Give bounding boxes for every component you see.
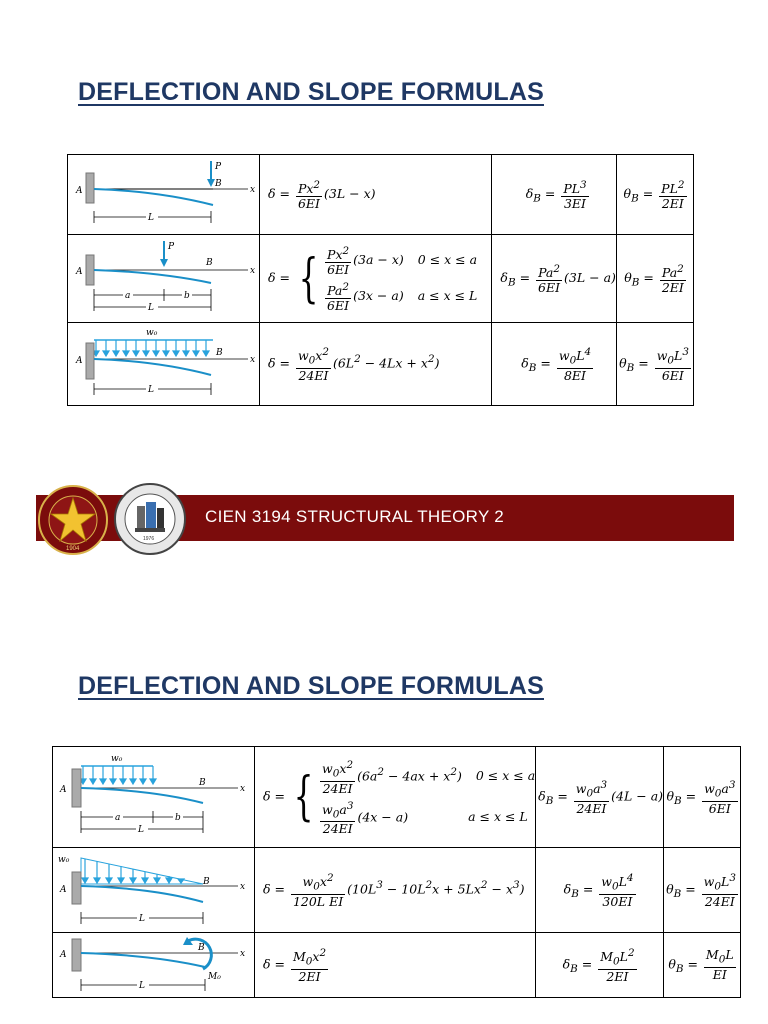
end-deflection-formula: $\delta_B$ = $\frac{w_0L^4}{30EI}$ bbox=[536, 848, 664, 933]
deflection-formula: δ = $\frac{M_0x^2}{2EI}$ bbox=[255, 933, 536, 998]
svg-text:b: b bbox=[184, 291, 190, 301]
svg-text:a: a bbox=[115, 813, 121, 823]
svg-text:A: A bbox=[60, 950, 67, 960]
svg-text:B: B bbox=[199, 778, 206, 788]
svg-text:x: x bbox=[240, 949, 246, 959]
deflection-formula: δ = { $\frac{Px^2}{6EI}$ (3a − x) 0 ≤ x ≤ a $\frac{Pa^2}{6EI}$ (3x − a) a ≤ x ≤ L bbox=[260, 235, 492, 323]
svg-text:B: B bbox=[198, 943, 205, 953]
beam-diagram-point-load-intermediate bbox=[68, 235, 260, 323]
table-row bbox=[68, 323, 694, 406]
table-row bbox=[68, 155, 694, 235]
svg-text:A: A bbox=[76, 356, 83, 366]
end-slope-formula: $\theta_B$ = $\frac{M_0L}{EI}$ bbox=[664, 933, 741, 998]
formula-table-2 bbox=[52, 746, 741, 998]
svg-text:A: A bbox=[60, 885, 67, 895]
engineering-seal-logo bbox=[113, 482, 187, 556]
end-slope-formula: $\theta_B$ = $\frac{w_0L^3}{6EI}$ bbox=[617, 323, 694, 406]
table-row bbox=[53, 747, 741, 848]
svg-text:P: P bbox=[168, 242, 175, 252]
svg-text:B: B bbox=[215, 179, 222, 189]
svg-text:L: L bbox=[138, 825, 144, 835]
svg-text:L: L bbox=[148, 213, 154, 223]
svg-text:A: A bbox=[76, 267, 83, 277]
table-row bbox=[53, 933, 741, 998]
cantilever-partial-uniform-load-diagram bbox=[53, 747, 254, 847]
beam-diagram-uniform-load bbox=[68, 323, 260, 406]
svg-text:a: a bbox=[125, 291, 131, 301]
end-slope-formula: $\theta_B$ = $\frac{w_0L^3}{24EI}$ bbox=[664, 848, 741, 933]
svg-text:L: L bbox=[139, 914, 145, 924]
svg-text:w₀: w₀ bbox=[111, 754, 123, 764]
svg-text:1904: 1904 bbox=[66, 546, 80, 552]
svg-text:x: x bbox=[250, 266, 256, 276]
svg-text:B: B bbox=[203, 877, 210, 887]
svg-text:x: x bbox=[240, 784, 246, 794]
svg-text:L: L bbox=[148, 303, 154, 313]
svg-text:x: x bbox=[250, 355, 256, 365]
end-deflection-formula: $\delta_B$ = $\frac{w_0a^3}{24EI}$ (4L − a) bbox=[536, 747, 664, 848]
university-seal-logo bbox=[37, 484, 109, 556]
deflection-formula: δ = { $\frac{w_0x^2}{24EI}$ $(6a^2 - 4ax + x^2) 0 \le x \le a$ $\frac{w_0a^3}{24EI}$ (4x − a) a ≤ x ≤ L bbox=[255, 747, 536, 848]
end-deflection-formula: $\delta_B$ = $\frac{w_0L^4}{8EI}$ bbox=[492, 323, 617, 406]
end-deflection-formula: $\delta_B$ = $\frac{PL^3}{3EI}$ bbox=[492, 155, 617, 235]
svg-text:x: x bbox=[240, 882, 246, 892]
svg-text:L: L bbox=[139, 981, 145, 991]
end-slope-formula: $\theta_B$ = $\frac{w_0a^3}{6EI}$ bbox=[664, 747, 741, 848]
end-slope-formula: $\theta_B$ = $\frac{Pa^2}{2EI}$ bbox=[617, 235, 694, 323]
table-row bbox=[68, 235, 694, 323]
cantilever-uniform-load-diagram bbox=[68, 323, 259, 405]
page-title: DEFLECTION AND SLOPE FORMULAS bbox=[78, 78, 544, 106]
table-row bbox=[53, 848, 741, 933]
svg-text:w₀: w₀ bbox=[58, 855, 70, 865]
svg-text:1976: 1976 bbox=[143, 536, 155, 542]
svg-text:B: B bbox=[216, 348, 223, 358]
svg-text:B: B bbox=[206, 258, 213, 268]
deflection-formula: δ = $\frac{w_0x^2}{\text{120L EI}}$ $(10L^3 - 10L^2x + 5Lx^2 - x^3)$ bbox=[255, 848, 536, 933]
course-title: CIEN 3194 STRUCTURAL THEORY 2 bbox=[205, 507, 505, 526]
cantilever-intermediate-load-diagram bbox=[68, 235, 259, 322]
beam-diagram-partial-uniform-load bbox=[53, 747, 255, 848]
cantilever-triangular-load-diagram bbox=[53, 848, 254, 932]
cantilever-end-moment-diagram bbox=[53, 933, 254, 997]
svg-text:A: A bbox=[60, 785, 67, 795]
beam-diagram-point-load-end bbox=[68, 155, 260, 235]
svg-text:A: A bbox=[76, 186, 83, 196]
cantilever-end-load-diagram bbox=[68, 155, 259, 234]
deflection-formula: δ = $\frac{w_0x^2}{24EI}$ $(6L^2 - 4Lx + x^2)$ bbox=[260, 323, 492, 406]
svg-text:P: P bbox=[215, 162, 222, 172]
formula-table-1 bbox=[67, 154, 694, 406]
end-slope-formula: $\theta_B$ = $\frac{PL^2}{2EI}$ bbox=[617, 155, 694, 235]
end-deflection-formula: $\delta_B$ = $\frac{Pa^2}{6EI}$ (3L − a) bbox=[492, 235, 617, 323]
end-deflection-formula: $\delta_B$ = $\frac{M_0L^2}{2EI}$ bbox=[536, 933, 664, 998]
beam-diagram-triangular-load bbox=[53, 848, 255, 933]
svg-text:x: x bbox=[250, 185, 256, 195]
svg-text:b: b bbox=[175, 813, 181, 823]
deflection-formula: δ = $\frac{Px^2}{6EI}$ (3L − x) bbox=[260, 155, 492, 235]
section-title: DEFLECTION AND SLOPE FORMULAS bbox=[78, 672, 544, 700]
svg-text:L: L bbox=[148, 385, 154, 395]
svg-text:M₀: M₀ bbox=[208, 972, 221, 982]
svg-text:w₀: w₀ bbox=[146, 328, 158, 338]
beam-diagram-end-moment bbox=[53, 933, 255, 998]
